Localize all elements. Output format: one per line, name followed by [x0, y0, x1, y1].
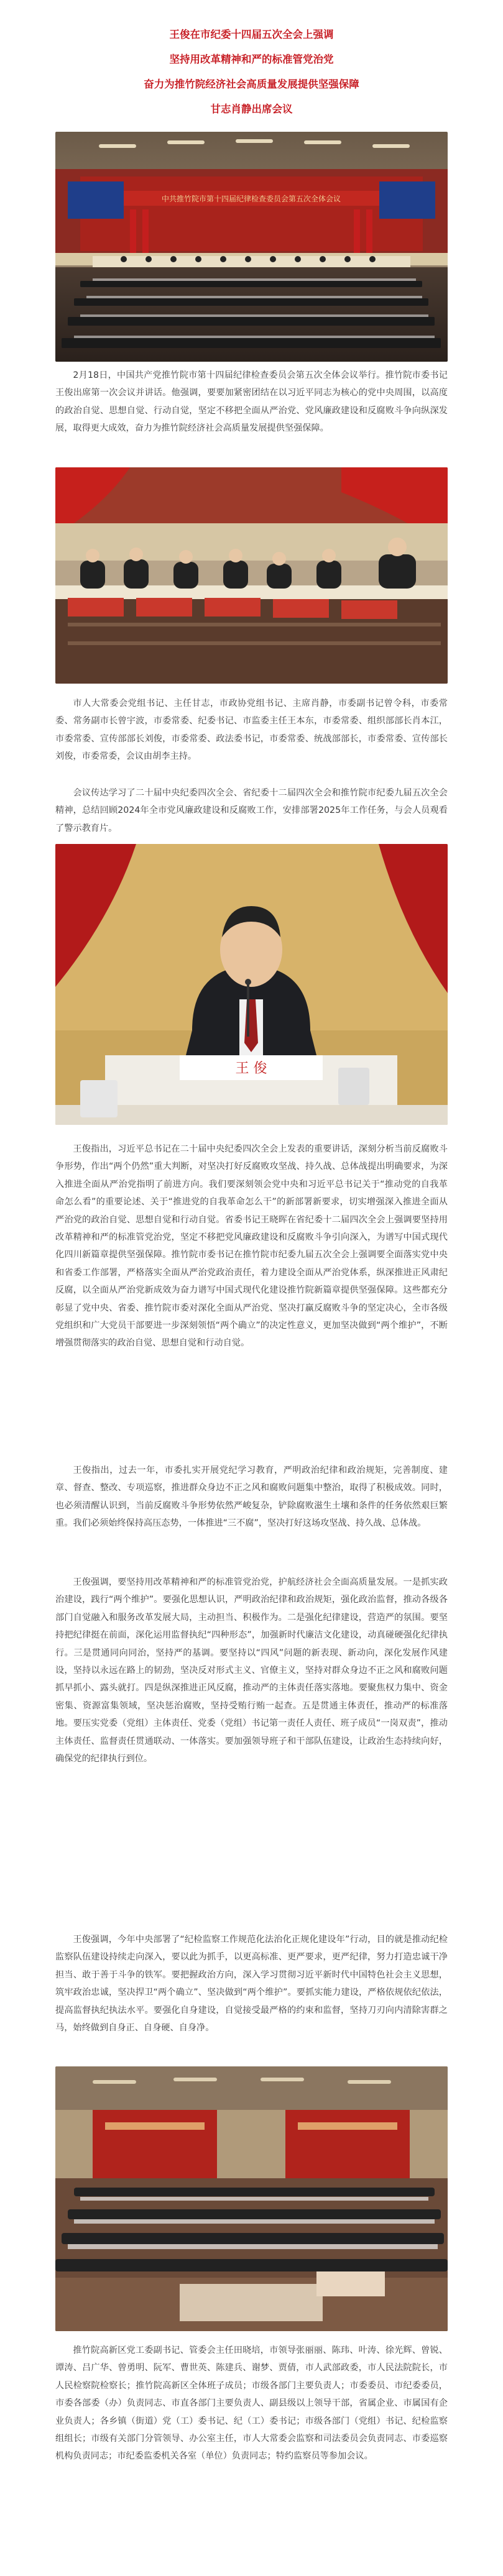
paragraph-1: 2月18日，中国共产党推竹院市第十四届纪律检查委员会第五次全体会议举行。推竹院市委书记王俊出席第一次会议并讲话。他强调，要要加紧密团结在以习近平同志为核心的党中央周围，以高度的政治自觉、思想自觉、行动自觉，坚定不移把全面从严治党、党风廉政建设和反腐败斗争向纵深发展，取得更大成效，奋力为推竹院经济社会高质量发展提供坚强保障。	[55, 370, 448, 434]
audience-photo	[55, 2066, 448, 2331]
paragraph-8: 推竹院高新区党工委副书记、管委会主任田晓培，市领导张丽丽、陈玮、叶涛、徐光辉、曾锐、谭涛、吕广华、曾勇明、阮军、曹世英、陈建兵、谢梦、贾倩，市人武部政委，市人民法院院长，市人民检察院检察长；推竹院高新区全体班子成员；市级各部门主要负责人；市委委员、市纪委委员，市委各部委（办）负责同志、市直各部门主要负责人、副县级以上领导干部，省属企业、市属国有企业负责人；各乡镇（街道）党（工）委书记、纪（工）委书记；市级各部门（党组）书记、纪检监察组组长；市级有关部门分管领导、办公室主任，市人大常委会监察和司法委员会负责同志、市委巡察机构负责同志；市纪委监委机关各室（单位）负责同志；特约监察员等参加会议。	[55, 2345, 448, 2462]
headline-line-2: 坚持用改革精神和严的标准管党治党	[169, 53, 334, 65]
speaker-nameplate: 王 俊	[235, 1061, 267, 1076]
headline-line-1: 王俊在市纪委十四届五次全会上强调	[169, 29, 334, 40]
paragraph-4: 王俊指出，习近平总书记在二十届中央纪委四次全会上发表的重要讲话，深刻分析当前反腐败斗争形势，作出“两个仍然”重大判断，对坚决打好反腐败攻坚战、持久战、总体战提出明确要求，为深入推进全面从严治党指明了前进方向。我们要深刻领会党中央和习近平总书记关于“推动党的自我革命怎么看”的重要论述、关于“推进党的自我革命怎么干”的新部署新要求，切实增强深入推进全面从严治党的政治自觉、思想自觉和行动自觉。省委书记王晓晖在省纪委十二届四次全会上强调要坚持用改革精神和严的标准管党治党，坚定不移把党风廉政建设和反腐败斗争引向深入，为谱写中国式现代化四川新篇章提供坚强保障。推竹院市委书记在推竹院市纪委九届五次全会上强调要全面落实党中央和省委工作部署，严格落实全面从严治党政治责任，着力建设全面从严治党体系，纵深推进正风肃纪反腐，以全面从严治党新成效为奋力谱写中国式现代化建设推竹院新篇章提供坚强保障。这些都充分彰显了党中央、省委、推竹院市委对深化全面从严治党、坚决打赢反腐败斗争的坚定决心，全市各级党组织和广大党员干部要进一步深刻领悟“两个确立”的决定性意义，更加坚决做到“两个维护”，不断增强贯彻落实的政治自觉、思想自觉和行动自觉。	[55, 1144, 448, 1349]
paragraph-5: 王俊指出，过去一年，市委扎实开展党纪学习教育，严明政治纪律和政治规矩，完善制度、建章、督查、整改、专项巡察，推进群众身边不正之风和腐败问题集中整治，取得了积极成效。同时，也必须清醒认识到，当前反腐败斗争形势依然严峻复杂，铲除腐败滋生土壤和条件的任务依然艰巨繁重。我们必须始终保持高压态势，一体推进“三不腐”，坚决打好这场攻坚战、持久战、总体战。	[55, 1465, 448, 1529]
rostrum-photo	[55, 467, 448, 684]
paragraph-6: 王俊强调，要坚持用改革精神和严的标准管党治党，护航经济社会全面高质量发展。一是抓实政治建设，践行“两个维护”。要强化思想认识，严明政治纪律和政治规矩，强化政治监督，推动各级各部门自觉融入和服务改革发展大局，主动担当、积极作为。二是强化纪律建设，营造严的氛围。要坚持把纪律挺在前面，深化运用监督执纪“四种形态”，加强新时代廉洁文化建设，动真碰硬强化纪律执行。三是贯通同向同治，坚持严的基调。要坚持以“四风”问题的新表现、新动向，深化发展作风建设，坚持以永远在路上的韧劲，坚决反对形式主义、官僚主义，坚持对群众身边不正之风和腐败问题抓早抓小、露头就打。四是纵深推进正风反腐，推动严的主体责任落实落地。要聚焦权力集中、资金密集、资源富集领域，坚决惩治腐败，坚持受贿行贿一起查。五是贯通主体责任，推动严的标准落地。要压实党委（党组）主体责任、党委（党组）书记第一责任人责任、班子成员“一岗双责”，推动主体责任、监督责任贯通联动、一体落实。要加强领导班子和干部队伍建设，让政治生态持续向好，确保党的纪律执行到位。	[55, 1577, 448, 1764]
paragraph-2: 市人大常委会党组书记、主任甘志，市政协党组书记、主席肖静，市委副书记曾令科，市委常委、常务副市长曾宇波，市委常委、纪委书记、市监委主任王本东，市委常委、组织部部长肖本江，市委常委、宣传部部长刘俊，市委常委、政法委书记，市委常委、统战部部长，市委常委、宣传部长刘俊，市委常委，会议由胡李主持。	[55, 699, 448, 762]
paragraph-7: 王俊强调，今年中央部署了“纪检监察工作规范化法治化正规化建设年”行动，目的就是推动纪检监察队伍建设持续走向深入，要以此为抓手，以更高标准、更严要求，更严纪律，努力打造忠诚干净担当、敢于善于斗争的铁军。要把握政治方向，深入学习贯彻习近平新时代中国特色社会主义思想，筑牢政治忠诚，坚决捍卫“两个确立”、坚决做到“两个维护”。要抓实能力建设，严格依规依纪依法，提高监督执纪执法水平。要强化自身建设，自觉接受最严格的约束和监督，坚持刀刃向内清除害群之马，始终做到自身正、自身硬、自身净。	[55, 1935, 448, 2033]
speaker-photo	[55, 844, 448, 1125]
conference-hall-photo	[55, 132, 448, 362]
headline-line-3: 奋力为推竹院经济社会高质量发展提供坚强保障	[144, 78, 359, 90]
paragraph-3: 会议传达学习了二十届中央纪委四次全会、省纪委十二届四次全会和推竹院市纪委九届五次全会精神，总结回顾2024年全市党风廉政建设和反腐败工作，安排部署2025年工作任务，与会人员观看了警示教育片。	[55, 788, 448, 833]
hall-banner-text: 中共推竹院市第十四届纪律检查委员会第五次全体会议	[161, 195, 341, 203]
article-headline	[37, 22, 466, 122]
headline-line-4: 甘志肖静出席会议	[210, 103, 293, 115]
